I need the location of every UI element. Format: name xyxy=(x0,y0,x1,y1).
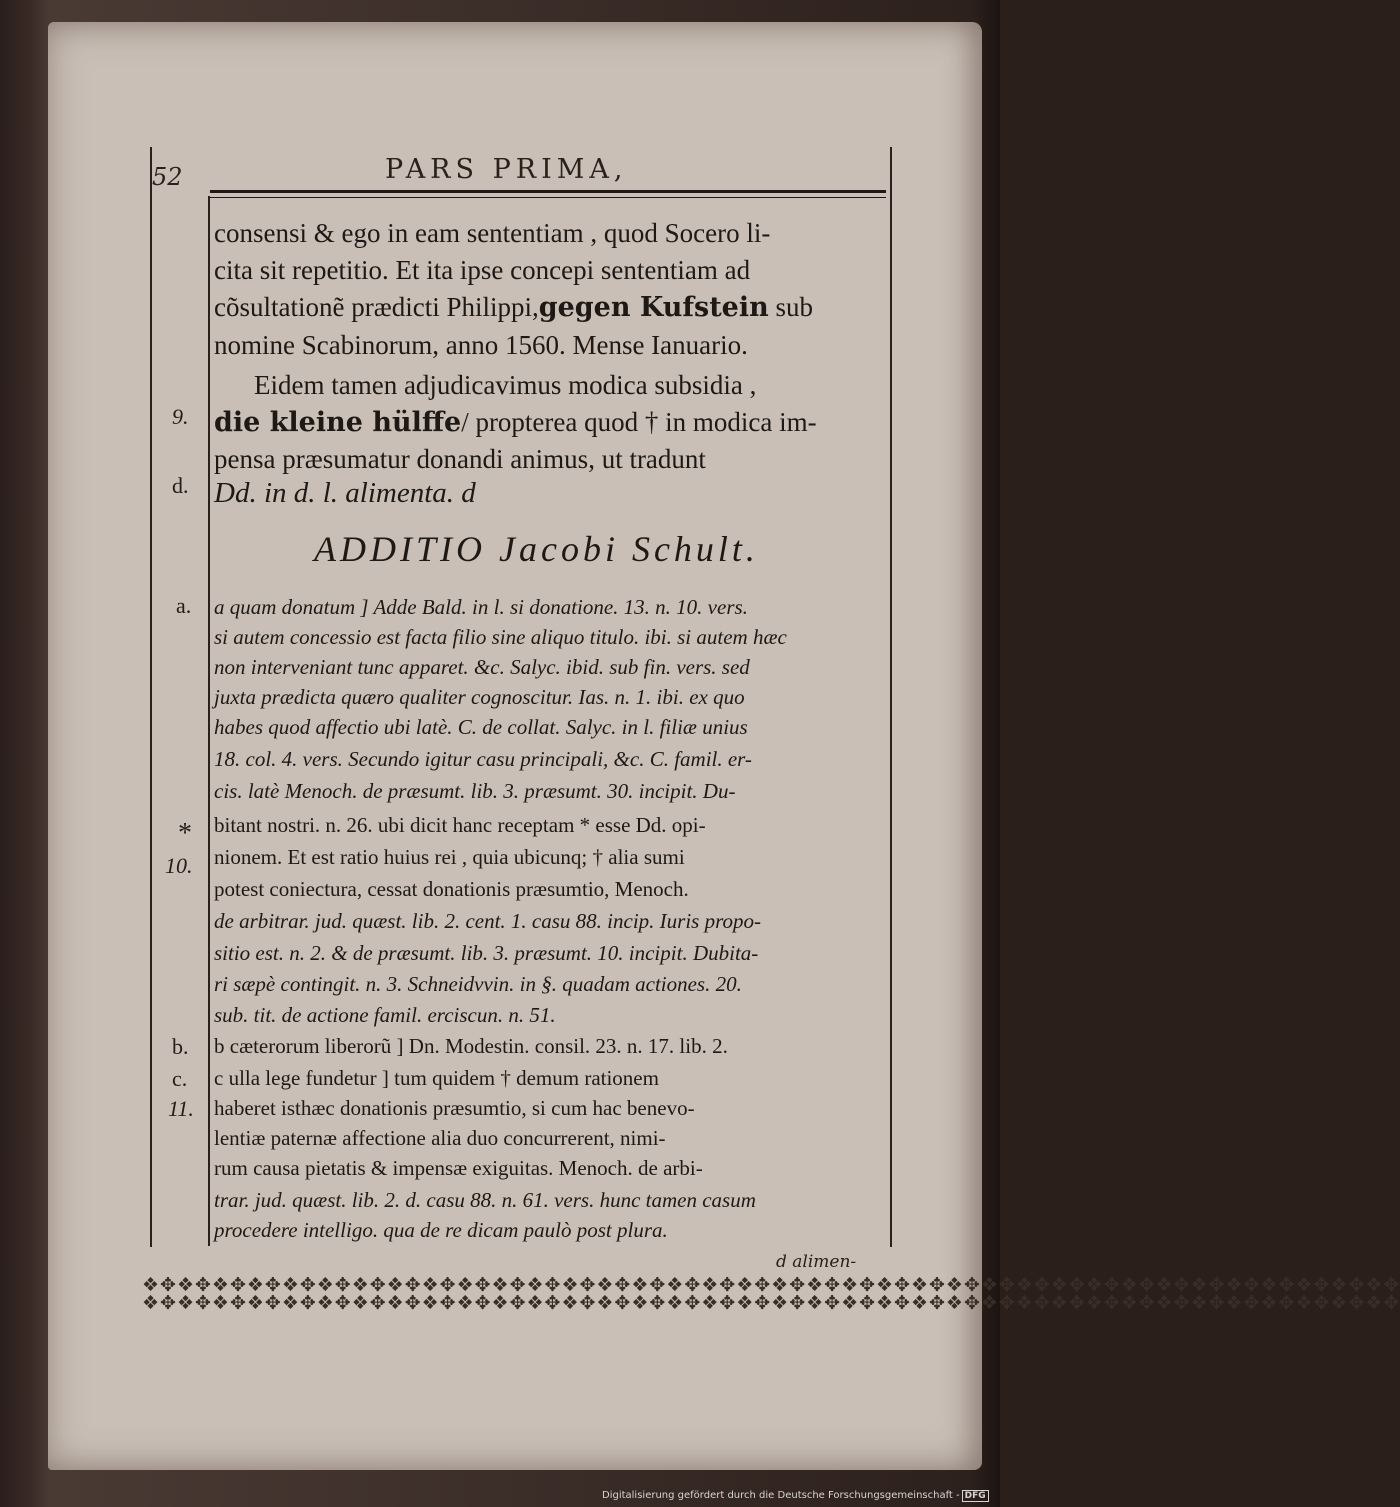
note-line: habes quod affectio ubi latè. C. de collat. Salyc. in l. filiæ unius xyxy=(214,715,748,739)
note-line: rum causa pietatis & impensæ exiguitas. Menoch. de arbi- xyxy=(214,1156,703,1180)
ornament-row: ❖✥❖✥❖✥❖✥❖✥❖✥❖✥❖✥❖✥❖✥❖✥❖✥❖✥❖✥❖✥❖✥❖✥❖✥❖✥❖✥❖✥❖✥❖✥❖✥❖✥❖✥❖✥❖✥❖✥❖✥❖✥❖✥❖✥❖✥❖✥❖✥ xyxy=(142,1292,1400,1314)
catchword: d alimen- xyxy=(776,1252,857,1272)
body-line xyxy=(214,292,813,323)
note-line: juxta prædicta quæro qualiter cognoscitur. Ias. n. 1. ibi. ex quo xyxy=(214,685,745,709)
ornament-row: ❖✥❖✥❖✥❖✥❖✥❖✥❖✥❖✥❖✥❖✥❖✥❖✥❖✥❖✥❖✥❖✥❖✥❖✥❖✥❖✥❖✥❖✥❖✥❖✥❖✥❖✥❖✥❖✥❖✥❖✥❖✥❖✥❖✥❖✥❖✥❖✥ xyxy=(142,1274,1400,1296)
margin-note: 11. xyxy=(168,1096,194,1121)
ornamental-border xyxy=(142,1274,1400,1314)
note-line: si autem concessio est facta filio sine aliquo titulo. ibi. si autem hæc xyxy=(214,625,787,649)
margin-note: 10. xyxy=(165,853,193,878)
running-head: PARS PRIMA, xyxy=(385,154,628,185)
note-line: procedere intelligo. qua de re dicam paulò post plura. xyxy=(214,1218,668,1242)
note-line: bitant nostri. n. 26. ubi dicit hanc receptam * esse Dd. opi- xyxy=(214,813,706,837)
note-line: non interveniant tunc apparet. &c. Salyc. ibid. sub fin. vers. sed xyxy=(214,655,750,679)
note-line: lentiæ paternæ affectione alia duo concurrerent, nimi- xyxy=(214,1126,666,1150)
digitization-credit xyxy=(602,1490,989,1502)
fraktur-text: gegen Kufstein xyxy=(538,292,769,323)
note-line: b cæterorum liberorũ ] Dn. Modestin. consil. 23. n. 17. lib. 2. xyxy=(214,1034,728,1058)
margin-note: b. xyxy=(172,1034,189,1059)
fraktur-text: die kleine hülffe xyxy=(214,407,462,438)
margin-note: a. xyxy=(176,593,192,618)
body-line: Eidem tamen adjudicavimus modica subsidia , xyxy=(254,370,757,400)
body-line: pensa præsumatur donandi animus, ut tradunt xyxy=(214,444,706,474)
body-line: consensi & ego in eam sententiam , quod Socero li- xyxy=(214,218,771,248)
margin-column-rule xyxy=(208,196,210,1246)
body-text: sub xyxy=(768,292,814,322)
body-text: / propterea quod † in modica im- xyxy=(461,407,817,437)
body-line: cita sit repetitio. Et ita ipse concepi sententiam ad xyxy=(214,255,751,285)
header-rule xyxy=(210,190,886,198)
margin-note: * xyxy=(178,818,192,849)
note-line: c ulla lege fundetur ] tum quidem † demum rationem xyxy=(214,1066,659,1090)
addition-heading: ADDITIO Jacobi Schult. xyxy=(314,529,759,569)
dfg-logo: DFG xyxy=(962,1490,989,1502)
note-line: de arbitrar. jud. quæst. lib. 2. cent. 1. casu 88. incip. Iuris propo- xyxy=(214,909,761,933)
margin-note: d. xyxy=(172,473,189,498)
note-line: potest coniectura, cessat donationis præsumtio, Menoch. xyxy=(214,877,689,901)
note-line: sitio est. n. 2. & de præsumt. lib. 3. præsumt. 10. incipit. Dubita- xyxy=(214,941,759,965)
note-line: a quam donatum ] Adde Bald. in l. si donatione. 13. n. 10. vers. xyxy=(214,595,748,619)
note-line: cis. latè Menoch. de præsumt. lib. 3. præsumt. 30. incipit. Du- xyxy=(214,779,736,803)
note-line: 18. col. 4. vers. Secundo igitur casu principali, &c. C. famil. er- xyxy=(214,747,752,771)
body-line: Dd. in d. l. alimenta. d xyxy=(214,477,476,509)
note-line: haberet isthæc donationis præsumtio, si cum hac benevo- xyxy=(214,1096,695,1120)
margin-note: 9. xyxy=(172,404,189,429)
body-line: nomine Scabinorum, anno 1560. Mense Ianuario. xyxy=(214,330,748,360)
body-text: cõsultationẽ prædicti Philippi, xyxy=(214,292,539,322)
body-line xyxy=(214,407,817,438)
note-line: nionem. Et est ratio huius rei , quia ubicunq; † alia sumi xyxy=(214,845,685,869)
page-number: 52 xyxy=(152,163,183,191)
note-line: sub. tit. de actione famil. erciscun. n. 51. xyxy=(214,1003,556,1027)
note-line: ri sæpè contingit. n. 3. Schneidvvin. in §. quadam actiones. 20. xyxy=(214,972,742,996)
note-line: trar. jud. quæst. lib. 2. d. casu 88. n. 61. vers. hunc tamen casum xyxy=(214,1188,756,1212)
margin-note: c. xyxy=(172,1066,188,1091)
credit-text: Digitalisierung gefördert durch die Deutsche Forschungsgemeinschaft - xyxy=(602,1490,960,1501)
